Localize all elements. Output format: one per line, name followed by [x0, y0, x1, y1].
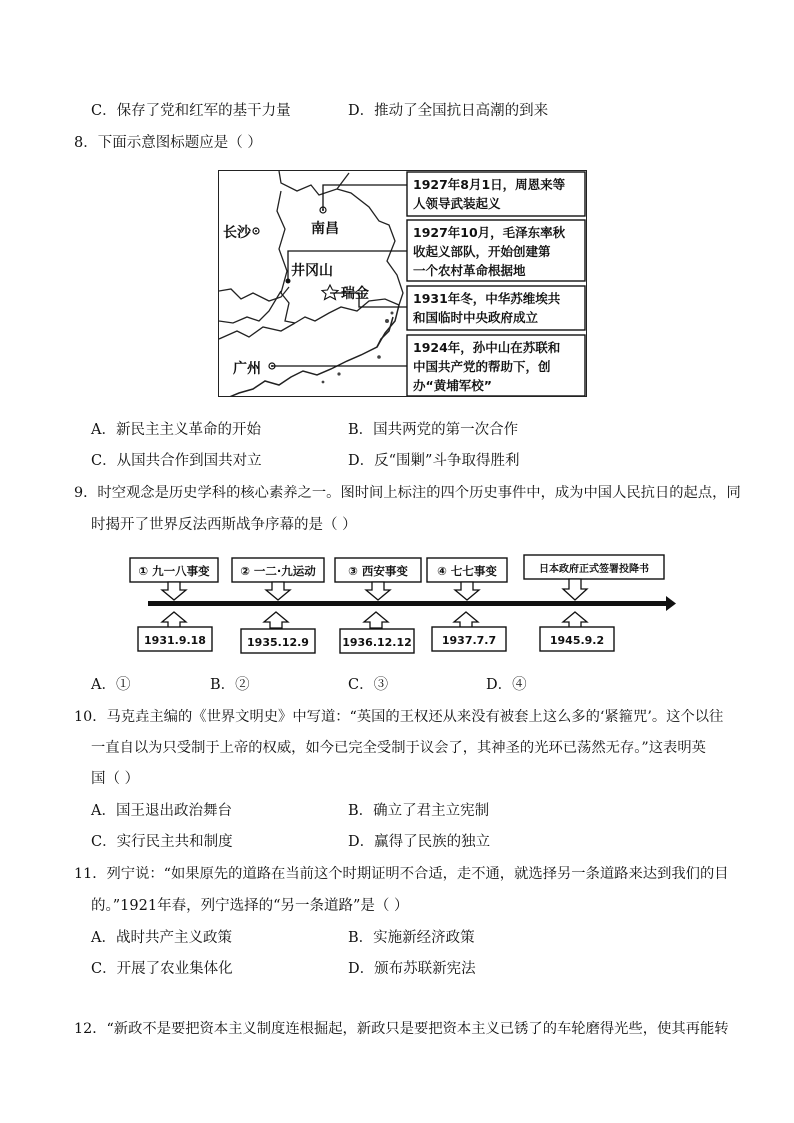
q9-stem-line-2: 时揭开了世界反法西斯战争序幕的是（ ） [91, 517, 357, 533]
island [337, 372, 340, 375]
note-4-line-2: 中国共产党的帮助下，创 [413, 359, 551, 374]
label-jinggangshan: 井冈山 [291, 263, 333, 279]
q8-stem: 8．下面示意图标题应是（ ） [74, 135, 262, 151]
arrow-up-icon [364, 612, 388, 628]
arrow-up-icon [162, 612, 186, 628]
event-label-3: ③ 西安事变 [348, 564, 408, 578]
border-line [219, 323, 295, 339]
ruijin-star-icon [322, 285, 338, 300]
event-label-1: ① 九一八事变 [138, 564, 210, 578]
event-label-4: ④ 七七事变 [437, 564, 497, 578]
note-3-line-2: 和国临时中央政府成立 [413, 310, 539, 325]
island [377, 355, 381, 359]
q11-option-c: C．开展了农业集体化 [91, 961, 233, 977]
border-line [277, 191, 295, 323]
timeline-axis [148, 601, 668, 606]
note-2-line-2: 收起义部队，开始创建第 [413, 244, 551, 259]
label-changsha: 长沙 [223, 225, 251, 241]
q12-stem-line-1: 12．“新政不是要把资本主义制度连根掘起，新政只是要把资本主义已锈了的车轮磨得光些，使其再能转 [74, 1021, 729, 1037]
q8-option-c: C．从国共合作到国共对立 [91, 453, 262, 469]
q9-option-c: C．③ [348, 677, 389, 693]
arrow-up-icon [563, 612, 587, 628]
timeline-arrowhead-icon [666, 596, 676, 611]
q11-option-b: B．实施新经济政策 [348, 930, 475, 946]
label-guangzhou: 广州 [233, 361, 261, 377]
q10-option-c: C．实行民主共和制度 [91, 834, 233, 850]
arrow-down-icon [162, 582, 186, 600]
arrow-down-icon [563, 579, 587, 600]
q9-option-b: B．② [210, 677, 250, 693]
note-4-line-1: 1924年，孙中山在苏联和 [413, 340, 561, 355]
q7-option-c: C．保存了党和红军的基干力量 [91, 103, 291, 119]
island [385, 319, 389, 323]
note-2-line-1: 1927年10月，毛泽东率秋 [413, 225, 566, 240]
q9-stem-line-1: 9．时空观念是历史学科的核心素养之一。图时间上标注的四个历史事件中，成为中国人民抗日的起点，同 [74, 485, 741, 501]
date-label-4: 1937.7.7 [441, 634, 497, 647]
note-4-line-3: 办“黄埔军校” [413, 378, 492, 393]
island [391, 312, 394, 315]
arrow-down-icon [366, 582, 390, 600]
q11-stem-line-1: 11．列宁说：“如果原先的道路在当前这个时期证明不合适，走不通，就选择另一条道路来达到我们的目 [74, 866, 729, 882]
q11-stem-line-2: 的。”1921年春，列宁选择的“另一条道路”是（ ） [91, 898, 409, 914]
date-label-3: 1936.12.12 [342, 636, 412, 649]
q10-option-d: D．赢得了民族的独立 [348, 834, 491, 850]
q7-option-d: D．推动了全国抗日高潮的到来 [348, 103, 549, 119]
q10-stem-line-1: 10．马克垚主编的《世界文明史》中写道：“英国的王权还从来没有被套上这么多的‘紧箍咒’。这个以往 [74, 709, 724, 725]
border-line [295, 299, 399, 323]
arrow-up-icon [454, 612, 478, 628]
note-3-line-1: 1931年冬，中华苏维埃共 [413, 291, 561, 306]
q8-option-d: D．反“围剿”斗争取得胜利 [348, 453, 520, 469]
note-1-line-2: 人领导武装起义 [413, 196, 501, 211]
q9-timeline [120, 548, 690, 658]
connector-nanchang [323, 185, 407, 210]
changsha-dot [255, 230, 257, 232]
q10-option-a: A．国王退出政治舞台 [91, 803, 232, 819]
date-label-2: 1935.12.9 [247, 636, 309, 649]
q9-option-d: D．④ [486, 677, 527, 693]
date-label-1: 1931.9.18 [144, 634, 206, 647]
q9-option-a: A．① [91, 677, 131, 693]
q10-option-b: B．确立了君主立宪制 [348, 803, 490, 819]
q10-stem-line-2: 一直自以为只受制于上帝的权威，如今已完全受制于议会了，其神圣的光环已荡然无存。”这表明英 [91, 740, 706, 756]
note-2-line-3: 一个农村革命根据地 [413, 263, 526, 278]
q8-option-a: A．新民主主义革命的开始 [91, 422, 261, 438]
date-label-5: 1945.9.2 [549, 634, 605, 647]
event-label-2: ② 一二·九运动 [240, 564, 316, 578]
note-1-line-1: 1927年8月1日，周恩来等 [413, 177, 566, 192]
q8-map [218, 170, 587, 397]
island [322, 381, 325, 384]
label-nanchang: 南昌 [311, 221, 339, 237]
event-label-5: 日本政府正式签署投降书 [539, 564, 649, 575]
q11-option-a: A．战时共产主义政策 [91, 930, 232, 946]
border-line [279, 171, 349, 195]
border-line [219, 291, 281, 323]
q10-stem-line-3: 国（ ） [91, 771, 140, 787]
arrow-down-icon [266, 582, 290, 600]
arrow-down-icon [455, 582, 479, 600]
q8-option-b: B．国共两党的第一次合作 [348, 422, 519, 438]
arrow-up-icon [264, 612, 288, 628]
label-ruijin: 瑞金 [341, 286, 369, 302]
q11-option-d: D．颁布苏联新宪法 [348, 961, 476, 977]
map-drawing [219, 171, 587, 397]
